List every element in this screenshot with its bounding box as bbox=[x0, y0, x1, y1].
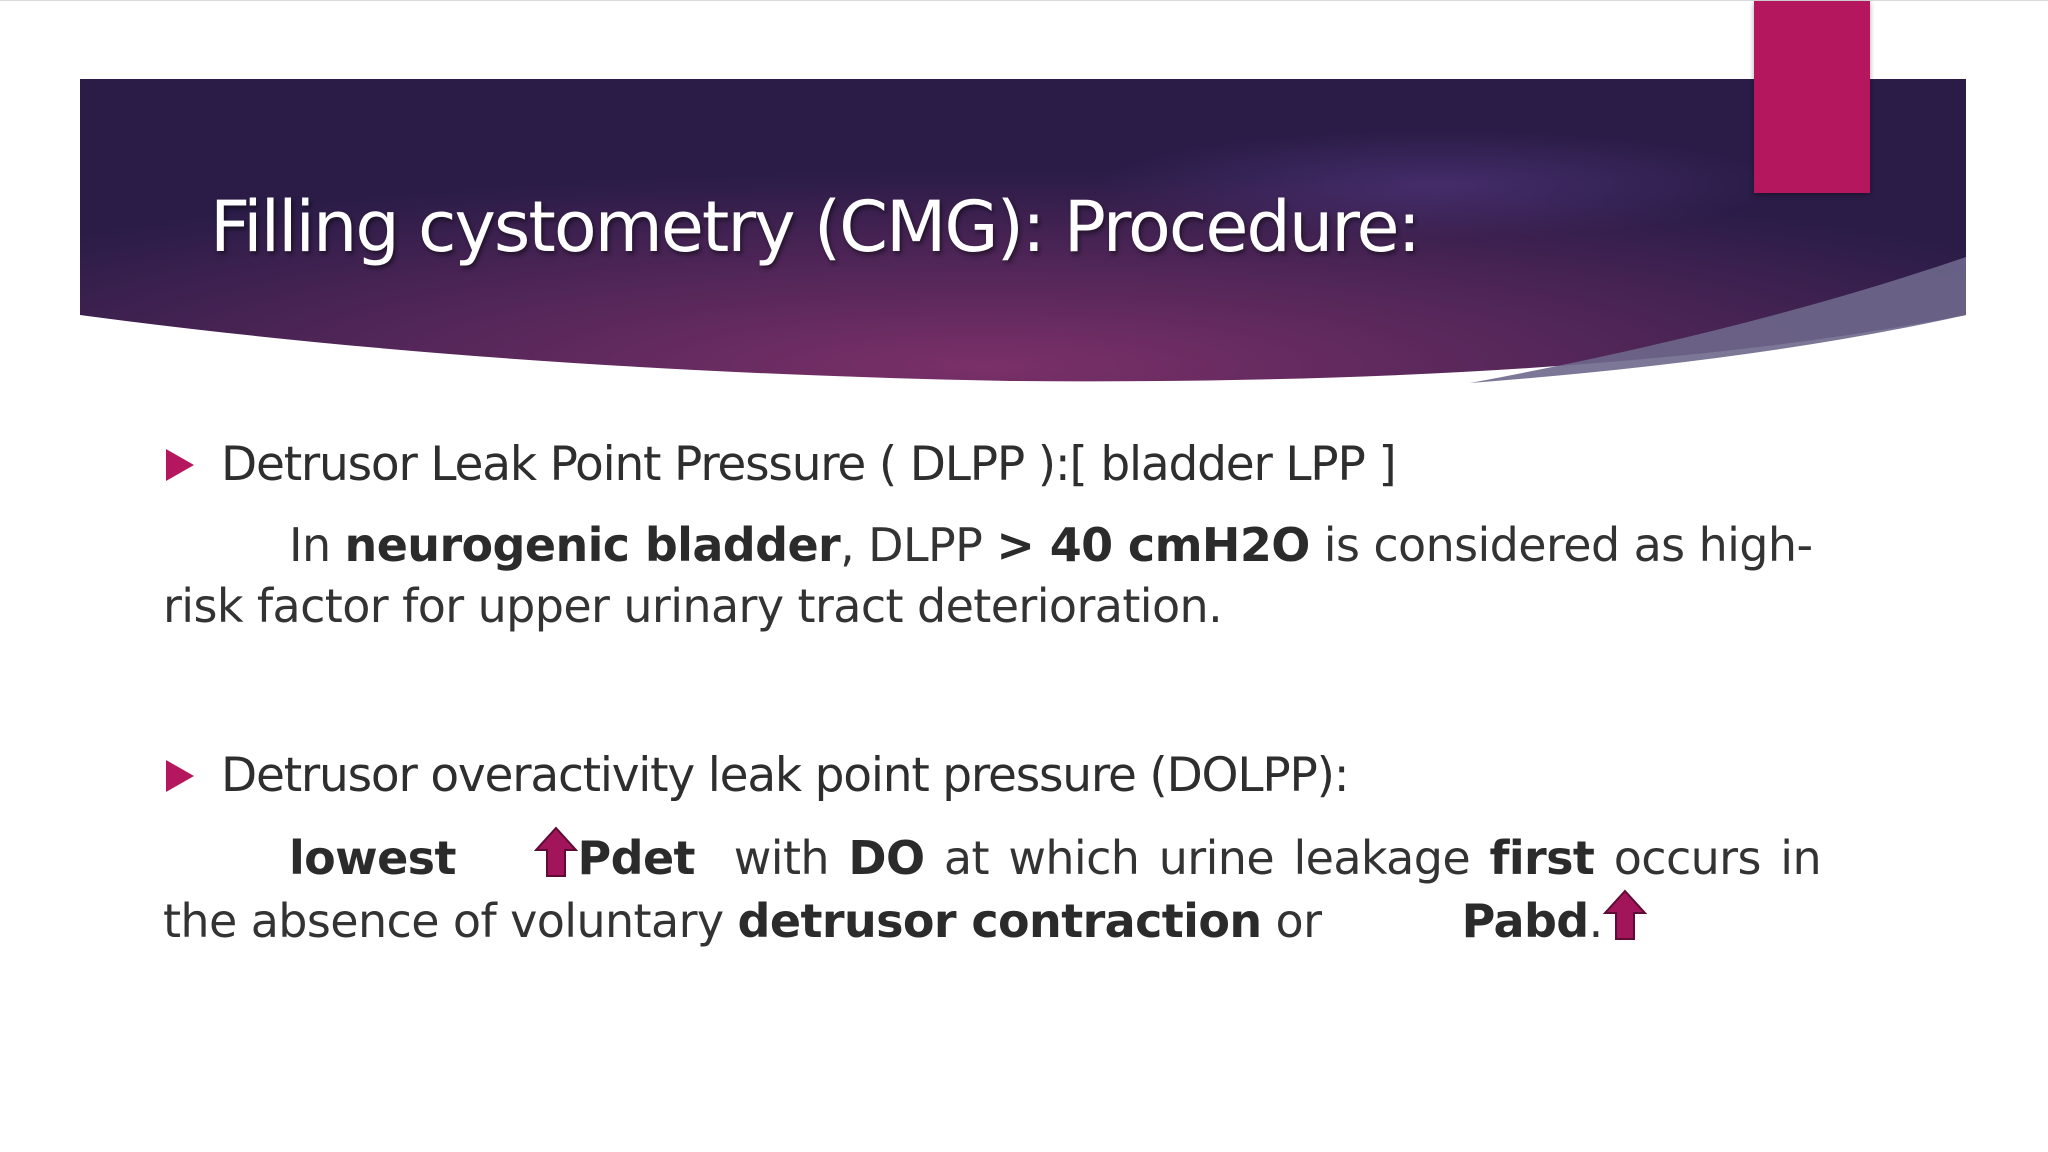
body-text: In bbox=[289, 518, 345, 572]
up-arrow-icon bbox=[534, 826, 578, 878]
up-arrow-icon bbox=[1603, 889, 1647, 941]
body-text: with bbox=[714, 831, 849, 885]
body-bold: neurogenic bladder bbox=[344, 518, 841, 572]
body-text: is considered as high-risk factor for upper urinary tract deterioration. bbox=[163, 518, 1813, 633]
bullet-heading: Detrusor overactivity leak point pressure (DOLPP): bbox=[221, 748, 1349, 803]
body-text: at which urine leakage bbox=[924, 831, 1490, 885]
bullet-body-dlpp bbox=[163, 515, 1821, 637]
body-text: occurs in the absence of voluntary bbox=[163, 831, 1822, 948]
body-bold: first bbox=[1489, 831, 1595, 885]
body-bold: detrusor contraction bbox=[737, 894, 1262, 948]
body-bold: lowest bbox=[289, 831, 456, 885]
body-bold: > 40 cmH2O bbox=[996, 518, 1310, 572]
triangle-bullet-icon bbox=[166, 760, 194, 792]
body-bold: Pdet bbox=[577, 831, 695, 885]
triangle-bullet-icon bbox=[166, 449, 194, 481]
bullet-body-dolpp bbox=[163, 826, 1821, 952]
body-bold: DO bbox=[848, 831, 925, 885]
body-text: , DLPP bbox=[840, 518, 997, 572]
bullet-heading: Detrusor Leak Point Pressure ( DLPP ):[ bladder LPP ] bbox=[221, 437, 1396, 492]
slide-title: Filling cystometry (CMG): Procedure: bbox=[210, 186, 1420, 268]
body-bold: Pabd bbox=[1461, 894, 1589, 948]
body-text: or bbox=[1261, 894, 1322, 948]
accent-tab bbox=[1754, 1, 1870, 193]
body-text: . bbox=[1588, 894, 1603, 948]
